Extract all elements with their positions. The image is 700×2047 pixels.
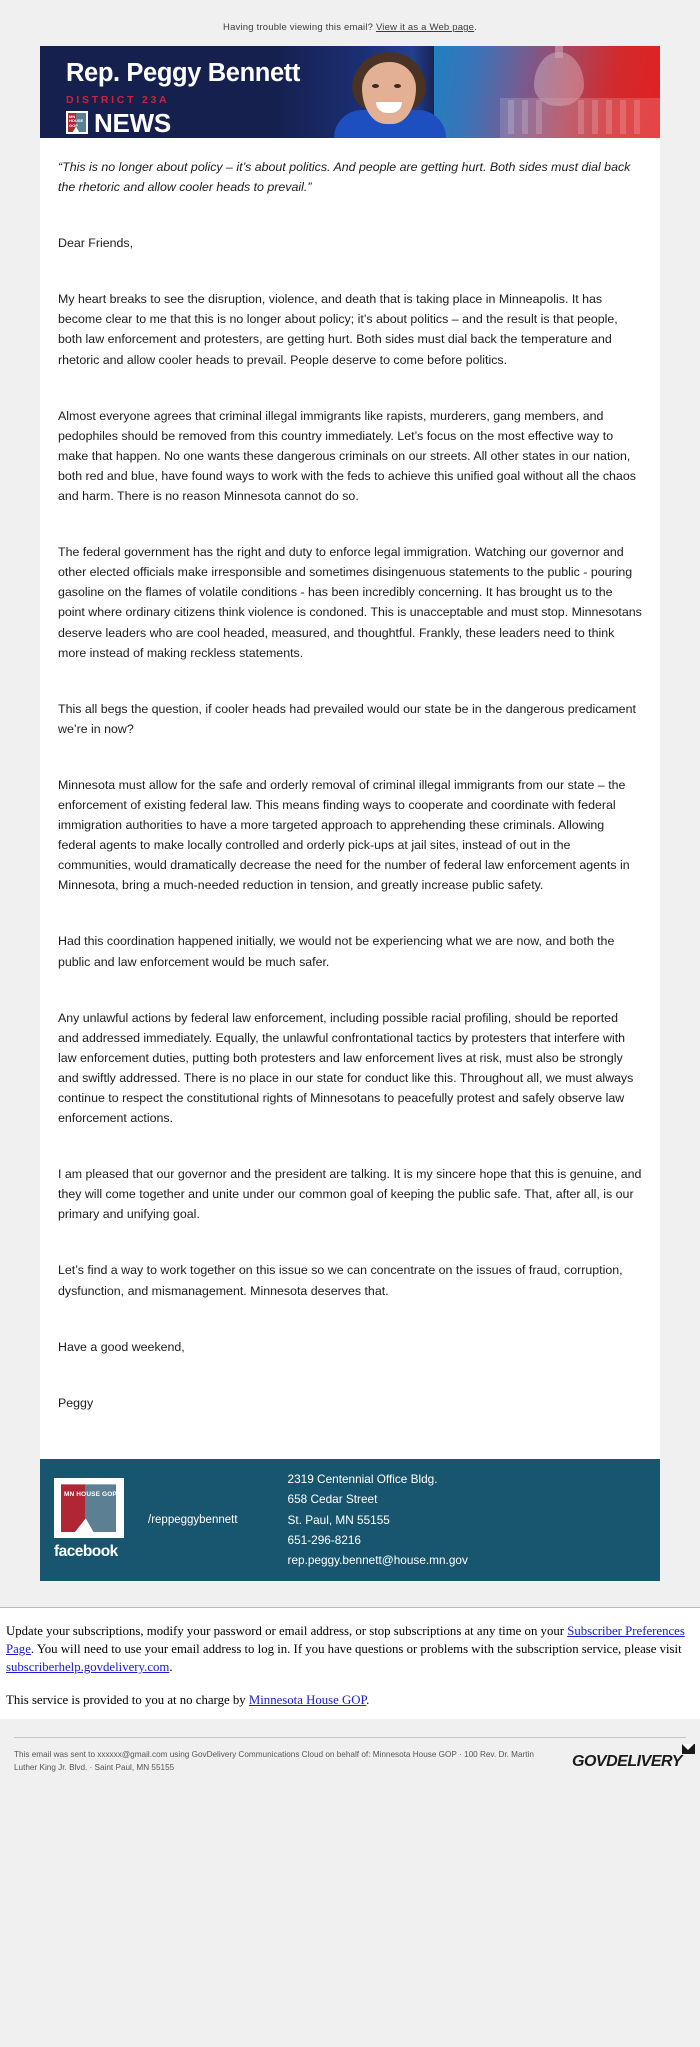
govdelivery-bar bbox=[0, 1738, 700, 1788]
envelope-icon bbox=[682, 1744, 695, 1754]
news-wordmark: NEWS bbox=[94, 107, 171, 138]
govdelivery-notice: This email was sent to xxxxxx@gmail.com using GovDelivery Communications Cloud on behalf of: Minnesota House GOP · 100 Rev. Dr. Martin Luther King Jr. Blvd. · Saint Paul, MN 55155 bbox=[14, 1750, 534, 1773]
sub-text-3: . bbox=[169, 1660, 173, 1675]
mn-logo-text: MN HOUSE GOP bbox=[69, 114, 84, 128]
preheader bbox=[0, 0, 700, 46]
capitol-building-icon bbox=[500, 46, 660, 138]
mn-logo-text: MN HOUSE GOP bbox=[64, 1491, 117, 1499]
address-line: St. Paul, MN 55155 bbox=[287, 1512, 390, 1527]
email-card bbox=[40, 46, 660, 1581]
subscriber-help-link[interactable]: subscriberhelp.govdelivery.com bbox=[6, 1660, 170, 1675]
letter-signature: Peggy bbox=[58, 1395, 94, 1410]
letter-paragraph: My heart breaks to see the disruption, violence, and death that is taking place in Minneapolis. It has become clear to me that this is no longer about policy; it’s about politics – and the result is that people, both law enforcement and protesters, are getting hurt. Both sides must dial back the temperature and rhetoric and allow cooler heads to prevail. People deserve to come before politics. bbox=[58, 292, 618, 367]
letter-body bbox=[40, 138, 660, 1459]
subscriber-preferences-link[interactable]: Subscriber Preferences Page bbox=[6, 1623, 685, 1656]
newsletter-banner bbox=[40, 46, 660, 138]
service-provider-paragraph bbox=[6, 1691, 694, 1709]
letter-paragraph: Any unlawful actions by federal law enforcement, including possible racial profiling, should be reported and addressed immediately. Equally, the unlawful confrontational tactics by protesters that interfere with law enforcement duties, putting both protesters and law enforcement lives at risk, must also be strongly and swiftly addressed. There is no place in our state for conduct like this. Throughout all, we must always continue to respect the constitutional rights of Minnesotans to peacefully protest and safely observe law enforcement actions. bbox=[58, 1010, 634, 1126]
subscription-footer bbox=[0, 1607, 700, 1720]
news-row bbox=[66, 107, 300, 138]
mn-house-gop-logo-icon bbox=[66, 111, 88, 134]
mn-house-gop-logo-icon bbox=[54, 1478, 124, 1538]
letter-paragraph: This all begs the question, if cooler heads had prevailed would our state be in the dangerous predicament we’re in now? bbox=[58, 701, 636, 736]
preheader-text-end: . bbox=[474, 22, 477, 33]
address-block bbox=[288, 1469, 468, 1570]
pull-quote: “This is no longer about policy – it’s about politics. And people are getting hurt. Both sides must dial back the rhetoric and allow cooler heads to prevail.” bbox=[58, 160, 631, 195]
contact-footer bbox=[40, 1459, 660, 1581]
govdelivery-wordmark: GOVDELIVERY bbox=[571, 1753, 682, 1771]
address-line: 2319 Centennial Office Bldg. bbox=[287, 1472, 438, 1487]
facebook-wordmark: facebook bbox=[54, 1543, 118, 1561]
representative-name: Rep. Peggy Bennett bbox=[66, 59, 300, 87]
banner-text-block bbox=[66, 61, 300, 136]
letter-paragraph: The federal government has the right and duty to enforce legal immigration. Watching our governor and other elected officials make irresponsible and sometimes disingenuous statements to the public - pouring gasoline on the flames of volatile conditions - has been incredibly concerning. It has brought us to the point where ordinary citizens think violence is condoned. This is unacceptable and must stop. Minnesotans deserve leaders who are cool headed, measured, and thoughtful. Frankly, these leaders need to think more instead of making reckless statements. bbox=[58, 545, 642, 660]
sub-text-4: This service is provided to you at no charge by bbox=[6, 1693, 249, 1708]
letter-closing: Have a good weekend, bbox=[58, 1339, 185, 1354]
subscription-paragraph bbox=[6, 1622, 694, 1676]
letter-paragraph: Let’s find a way to work together on this issue so we can concentrate on the issues of fraud, corruption, dysfunction, and mismanagement. Minnesota deserves that. bbox=[58, 1263, 623, 1298]
letter-paragraph: Had this coordination happened initially, we would not be experiencing what we are now, and both the public and law enforcement would be much safer. bbox=[58, 934, 615, 969]
banner-flag-gradient bbox=[434, 46, 660, 138]
letter-paragraph: I am pleased that our governor and the president are talking. It is my sincere hope that this is genuine, and they will come together and unite under our common goal of keeping the public safe. That, after all, is our primary and unifying goal. bbox=[58, 1167, 642, 1222]
representative-photo bbox=[328, 46, 460, 138]
email-address[interactable]: rep.peggy.bennett@house.mn.gov bbox=[287, 1553, 468, 1568]
salutation: Dear Friends, bbox=[58, 236, 134, 251]
letter-paragraph: Almost everyone agrees that criminal illegal immigrants like rapists, murderers, gang members, and pedophiles should be removed from this country immediately. Let’s focus on the most effective way to make that happen. No one wants these dangerous criminals on our streets. All other states in our nation, both red and blue, have found ways to work with the feds to achieve this unified goal without all the chaos and harm. There is no reason Minnesota cannot do so. bbox=[58, 408, 636, 504]
sub-text-5: . bbox=[366, 1693, 370, 1708]
minnesota-house-gop-link[interactable]: Minnesota House GOP bbox=[248, 1693, 367, 1708]
view-as-web-page-link[interactable]: View it as a Web page bbox=[375, 22, 475, 33]
govdelivery-logo bbox=[572, 1753, 686, 1771]
preheader-text: Having trouble viewing this email? bbox=[223, 22, 376, 33]
sub-text-1: Update your subscriptions, modify your password or email address, or stop subscriptions at any time on your bbox=[6, 1623, 568, 1638]
address-line: 658 Cedar Street bbox=[287, 1492, 378, 1507]
phone-number[interactable]: 651-296-8216 bbox=[287, 1532, 361, 1547]
facebook-handle[interactable]: /reppeggybennett bbox=[148, 1513, 238, 1526]
facebook-block[interactable] bbox=[54, 1478, 138, 1561]
sub-text-2: . You will need to use your email address to log in. If you have questions or problems with the subscription service, please visit bbox=[30, 1642, 682, 1656]
letter-paragraph: Minnesota must allow for the safe and orderly removal of criminal illegal immigrants from our state – the enforcement of existing federal law. This means finding ways to cooperate and coordinate with federal immigration authorities to have a more targeted approach to apprehending these criminals. Allowing federal agents to make locally controlled and orderly pick-ups at jail sites, instead of out in the communities, would dramatically decrease the need for the number of federal law enforcement agents in Minnesota, bring a much-needed reduction in tension, and greatly increase public safety. bbox=[58, 777, 630, 893]
district-label: DISTRICT 23A bbox=[66, 93, 170, 106]
